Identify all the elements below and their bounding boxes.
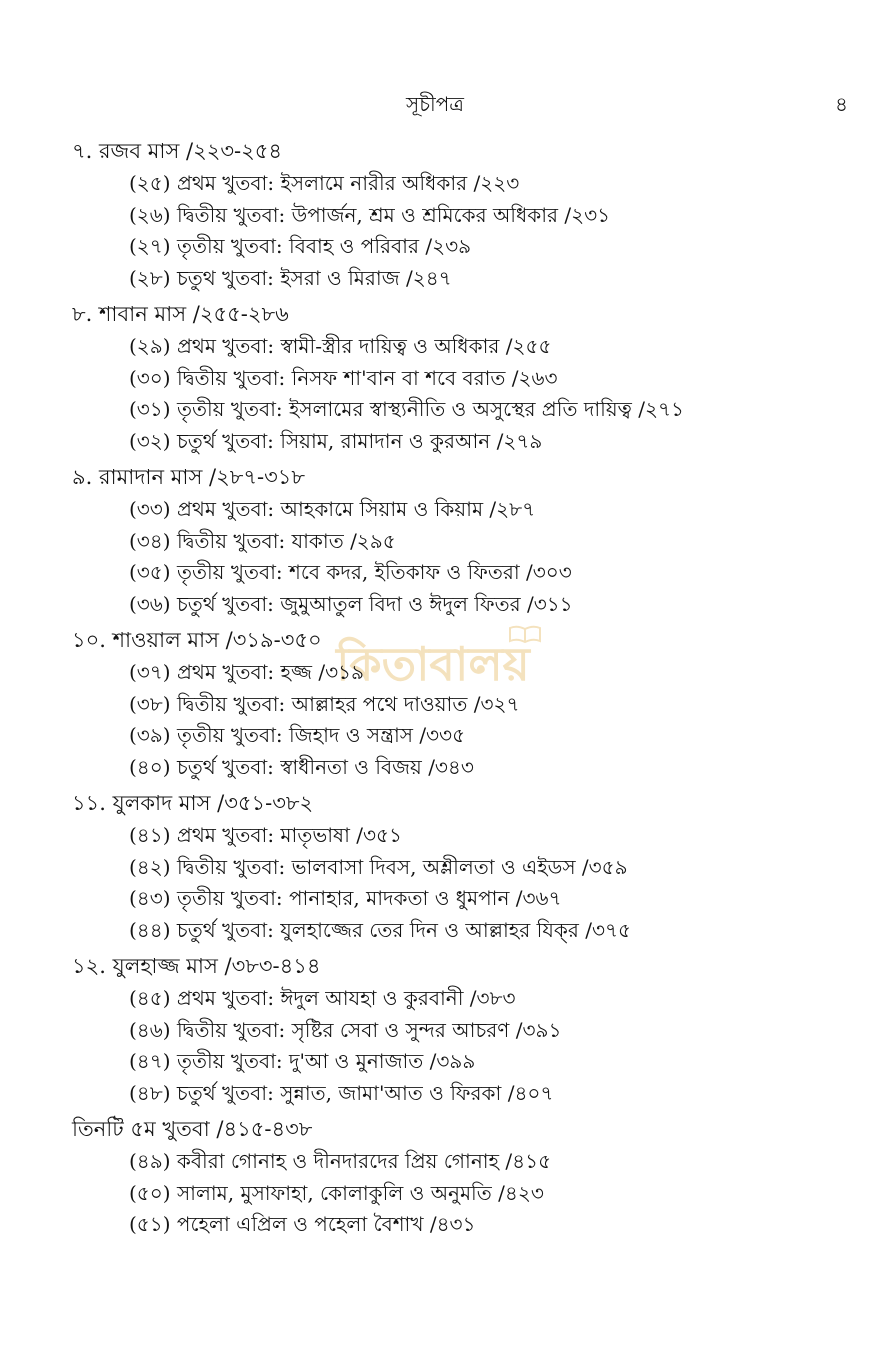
toc-entry: (৩০) দ্বিতীয় খুতবা: নিসফ শা'বান বা শবে বরাত /২৬৩ xyxy=(129,365,558,390)
toc-entry: (৪৩) তৃতীয় খুতবা: পানাহার, মাদকতা ও ধুমপান /৩৬৭ xyxy=(129,886,562,910)
section-heading: ১১. যুলকাদ মাস /৩৫১-৩৮২ xyxy=(72,791,314,815)
toc-entry: (৩১) তৃতীয় খুতবা: ইসলামের স্বাস্থ্যনীতি ও অসুস্থের প্রতি দায়িত্ব /২৭১ xyxy=(129,397,684,421)
toc-entry: (৪২) দ্বিতীয় খুতবা: ভালবাসা দিবস, অশ্লীলতা ও এইডস /৩৫৯ xyxy=(129,854,628,879)
section-heading: ৭. রজব মাস /২২৩-২৫৪ xyxy=(72,139,283,163)
table-of-contents xyxy=(72,134,862,1244)
watermark-text: কিতাবালয় xyxy=(336,637,530,691)
toc-entry: (৩৬) চতুর্থ খুতবা: জুমুআতুল বিদা ও ঈদুল ফিতর /৩১১ xyxy=(129,591,573,616)
toc-entry: (৪১) প্রথম খুতবা: মাতৃভাষা /৩৫১ xyxy=(129,823,402,847)
toc-entry: (২৮) চতুথ খুতবা: ইসরা ও মিরাজ /২৪৭ xyxy=(129,265,452,290)
toc-entry: (৩৪) দ্বিতীয় খুতবা: যাকাত /২৯৫ xyxy=(129,528,396,553)
toc-entry: (২৯) প্রথম খুতবা: স্বামী-স্ত্রীর দায়িত্ব ও অধিকার /২৫৫ xyxy=(129,334,552,358)
toc-section xyxy=(72,460,862,620)
section-heading: তিনটি ৫ম খুতবা /৪১৫-৪৩৮ xyxy=(72,1117,313,1141)
toc-entry: (৪৫) প্রথম খুতবা: ঈদুল আযহা ও কুরবানী /৩৮৩ xyxy=(129,986,516,1010)
toc-entry: (৪০) চতুর্থ খুতবা: স্বাধীনতা ও বিজয় /৩৪৩ xyxy=(129,754,474,779)
toc-entry: (২৫) প্রথম খুতবা: ইসলামে নারীর অধিকার /২২৩ xyxy=(129,171,520,195)
toc-section xyxy=(72,623,862,783)
page-number: ৪ xyxy=(835,92,848,116)
toc-entry: (৪৮) চতুর্থ খুতবা: সুন্নাত, জামা'আত ও ফিরকা /৪০৭ xyxy=(129,1080,554,1105)
toc-section xyxy=(72,134,862,294)
section-heading: ৮. শাবান মাস /২৫৫-২৮৬ xyxy=(72,302,289,326)
toc-entry: (৩৫) তৃতীয় খুতবা: শবে কদর, ইতিকাফ ও ফিতরা /৩০৩ xyxy=(129,560,572,584)
toc-section xyxy=(72,1112,862,1241)
toc-entry: (৫০) সালাম, মুসাফাহা, কোলাকুলি ও অনুমতি /৪২৩ xyxy=(129,1180,544,1205)
toc-entry: (৪৯) কবীরা গোনাহ ও দীনদারদের প্রিয় গোনাহ /৪১৫ xyxy=(129,1149,552,1173)
section-heading: ৯. রামাদান মাস /২৮৭-৩১৮ xyxy=(72,465,306,489)
toc-entry: (২৭) তৃতীয় খুতবা: বিবাহ ও পরিবার /২৩৯ xyxy=(129,234,472,258)
toc-entry: (৪৪) চতুর্থ খুতবা: যুলহাজ্জের তের দিন ও আল্লাহর যিক্‌র /৩৭৫ xyxy=(129,917,631,942)
toc-entry: (২৬) দ্বিতীয় খুতবা: উপার্জন, শ্রম ও শ্রমিকের অধিকার /২৩১ xyxy=(129,202,611,227)
toc-entry: (৪৬) দ্বিতীয় খুতবা: সৃষ্টির সেবা ও সুন্দর আচরণ /৩৯১ xyxy=(129,1017,562,1042)
toc-entry: (৪৭) তৃতীয় খুতবা: দু'আ ও মুনাজাত /৩৯৯ xyxy=(129,1049,476,1073)
toc-section xyxy=(72,297,862,457)
toc-entry: (৫১) পহেলা এপ্রিল ও পহেলা বৈশাখ /৪৩১ xyxy=(129,1212,476,1236)
section-heading: ১০. শাওয়াল মাস /৩১৯-৩৫০ xyxy=(72,628,322,652)
toc-entry: (৩৮) দ্বিতীয় খুতবা: আল্লাহর পথে দাওয়াত /৩২৭ xyxy=(129,691,520,716)
page-title: সূচীপত্র xyxy=(406,92,464,116)
section-heading: ১২. যুলহাজ্জ মাস /৩৮৩-৪১৪ xyxy=(72,954,321,978)
toc-entry: (৩৯) তৃতীয় খুতবা: জিহাদ ও সন্ত্রাস /৩৩৫ xyxy=(129,723,466,747)
toc-section xyxy=(72,786,862,946)
toc-section xyxy=(72,949,862,1109)
toc-entry: (৩৭) প্রথম খুতবা: হজ্জ /৩১৯ xyxy=(129,660,365,684)
toc-entry: (৩৩) প্রথম খুতবা: আহকামে সিয়াম ও কিয়াম /২৮৭ xyxy=(129,497,536,521)
toc-entry: (৩২) চতুর্থ খুতবা: সিয়াম, রামাদান ও কুরআন /২৭৯ xyxy=(129,428,543,453)
